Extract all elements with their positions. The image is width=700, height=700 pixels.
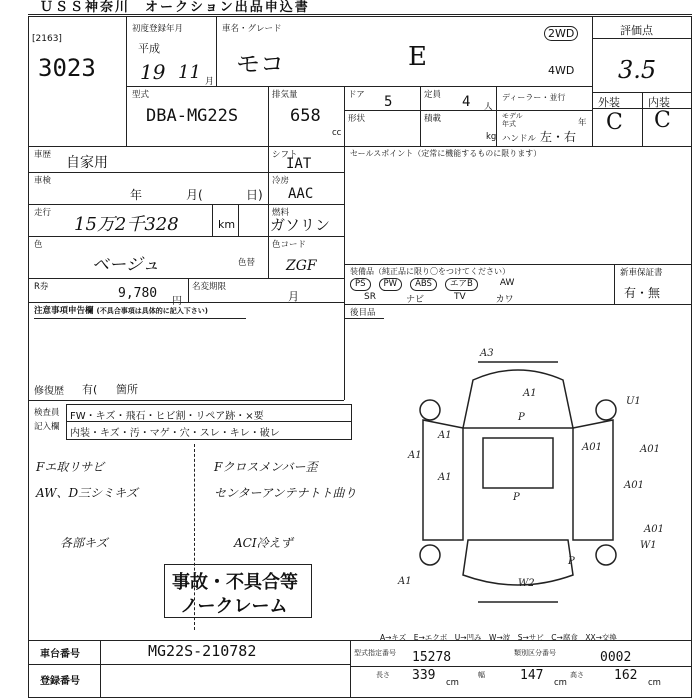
fuel-label: 燃料 [272, 208, 290, 218]
remark-right-1: Fクロスメンバー歪 [214, 460, 318, 474]
door-value: 5 [384, 94, 393, 110]
capacity-unit: 人 [484, 102, 493, 112]
stamp-line1: 事故・不具合等 [172, 572, 298, 593]
car-damage-diagram [368, 340, 668, 630]
diagram-mark: W1 [640, 540, 657, 551]
remark-left-2: AW、D三シミキズ [36, 486, 138, 500]
dims-width: 147 [520, 668, 544, 683]
notes-label-text: 注意事項申告欄 [34, 306, 94, 316]
drive-2wd[interactable]: 2WD [544, 26, 578, 41]
exterior-value: C [606, 110, 623, 135]
model-label: 型式 [132, 90, 150, 100]
diagram-wheel-rr [596, 545, 616, 565]
displacement-value: 658 [290, 106, 321, 126]
registration-expiry-label: 名変期限 [192, 282, 227, 292]
equip-tv[interactable]: TV [453, 292, 466, 302]
drive-4wd[interactable]: 4WD [548, 64, 575, 77]
repair-unit: 箇所 [116, 383, 138, 396]
dims-height-unit: cm [648, 678, 661, 688]
diagram-mark: P [568, 556, 575, 567]
shape-label: 形状 [348, 114, 366, 124]
car-grade: E [408, 42, 427, 72]
diagram-wheel-fl [420, 400, 440, 420]
inspector-row2: 内装・キズ・汚・マゲ・穴・スレ・キレ・破レ [70, 428, 280, 439]
diagram-roof [483, 438, 553, 488]
inspector-label-2: 記入欄 [34, 422, 60, 432]
car-type-value: 自家用 [66, 155, 108, 171]
equip-sr[interactable]: SR [364, 292, 376, 302]
registration-year: 19 [140, 60, 166, 84]
diagram-mark: A01 [640, 444, 660, 455]
car-name: モコ [236, 50, 284, 78]
recycle-unit: 円 [172, 296, 182, 307]
equip-aw[interactable]: AW [499, 278, 515, 288]
diagram-mark: A1 [438, 430, 452, 441]
color-code-value: ZGF [286, 258, 317, 274]
header-title: ＵＳＳ神奈川 オークション出品申込書 [40, 0, 310, 15]
equip-leather[interactable]: カワ [495, 295, 514, 305]
inspector-label-1: 検査員 [34, 408, 60, 418]
recycle-value: 9,780 [118, 286, 158, 301]
diagram-mark: P [518, 412, 525, 423]
capacity-label: 定員 [424, 90, 442, 100]
catalog-label-1: 型式指定番号 [354, 649, 396, 657]
equipment-label: 装備品（純正品に限り〇をつけてください） [350, 267, 510, 276]
inspection-year-unit: 年 [130, 188, 143, 202]
color-change-label: 色替 [238, 258, 256, 268]
diagram-wheel-fr [596, 400, 616, 420]
recycle-label: R券 [34, 282, 49, 292]
diagram-mark: W2 [518, 578, 535, 589]
car-type-label: 車歴 [34, 150, 52, 160]
sales-point-label: セールスポイント（定常に機能するものに限ります） [350, 149, 542, 158]
handle-label: ハンドル [502, 134, 537, 144]
diagram-mark: A01 [644, 524, 664, 535]
remark-right-2: センターアンテナトト曲り [214, 486, 357, 500]
color-label: 色 [34, 240, 43, 250]
registration-era: 平成 [138, 42, 160, 55]
ac-label: 冷房 [272, 176, 290, 186]
notes-label [34, 304, 208, 316]
dims-width-label: 幅 [478, 671, 485, 679]
dealer-label: ディーラー・並行 [502, 93, 566, 102]
interior-label: 内装 [648, 96, 670, 109]
diagram-mark: A01 [582, 442, 602, 453]
exterior-label: 外装 [598, 96, 620, 109]
rating-label: 評価点 [620, 24, 653, 37]
diagram-mark: U1 [626, 396, 641, 407]
dims-height: 162 [614, 668, 638, 683]
catalog-label-2: 類別区分番号 [514, 649, 556, 657]
chassis-label: 車台番号 [40, 649, 80, 660]
car-name-label: 車名・グレード [222, 24, 282, 34]
catalog-value-1: 15278 [412, 650, 452, 665]
diagram-mark: A1 [398, 576, 412, 587]
remark-left-3: 各部キズ [60, 536, 108, 550]
diagram-mark: A1 [523, 388, 537, 399]
equip-navi[interactable]: ナビ [405, 295, 424, 305]
stamp-line2: ノークレーム [180, 596, 288, 617]
load-label: 積載 [424, 114, 442, 124]
handle-value: 左・右 [540, 130, 577, 144]
registration-expiry-unit: 月 [288, 290, 299, 303]
dims-width-unit: cm [554, 678, 567, 688]
lot-number: 3023 [38, 54, 96, 82]
warranty-label: 新車保証書 [620, 268, 663, 278]
equip-ps[interactable]: PS [350, 278, 371, 291]
diagram-wheel-rl [420, 545, 440, 565]
dims-height-label: 高さ [570, 671, 584, 679]
load-unit: kg [486, 132, 497, 142]
model-value: DBA-MG22S [146, 106, 239, 126]
diagram-right-side [573, 420, 613, 540]
notes-sub: (不具合事項は具体的に記入下さい) [96, 307, 208, 315]
displacement-unit: cc [332, 128, 342, 138]
aftermarket-label: 後目品 [350, 308, 376, 318]
equip-pw[interactable]: PW [379, 278, 403, 291]
diagram-mark: A01 [624, 480, 644, 491]
mileage-unit: km [218, 218, 236, 231]
model-year-label: モデル年式 [502, 112, 523, 128]
equip-airbag[interactable]: エアB [445, 278, 478, 291]
model-year-unit: 年 [578, 118, 587, 128]
catalog-value-2: 0002 [600, 650, 632, 665]
diagram-mark: A1 [438, 472, 452, 483]
diagram-mark: A3 [480, 348, 494, 359]
dims-length: 339 [412, 668, 436, 683]
door-label: ドア [348, 90, 365, 100]
diagram-mark: P [513, 492, 520, 503]
color-code-label: 色コード [272, 240, 307, 250]
capacity-value: 4 [462, 94, 471, 110]
remark-right-3: ACI冷えず [234, 536, 293, 550]
shift-value: IAT [286, 156, 312, 172]
repair-value: 有( [82, 383, 98, 396]
registration-label: 初度登録年月 [132, 24, 184, 34]
damage-legend: A→キズ E→エクボ U→凹み W→波 S→サビ C→腐食 XX→交換 [380, 633, 617, 642]
ac-value: AAC [288, 186, 314, 202]
inspector-row1: FW・キズ・飛石・ヒビ割・リペア跡・×要 [70, 411, 264, 422]
inspection-day-unit: 日) [246, 188, 263, 202]
inspection-month-unit: 月( [186, 188, 203, 202]
dims-length-label: 長さ [376, 671, 390, 679]
repair-label: 修復歴 [34, 386, 64, 397]
interior-value: C [654, 108, 671, 133]
remark-left-1: Fエ取リサビ [36, 460, 105, 474]
registration-month: 11 [178, 62, 201, 83]
registration-month-unit: 月 [205, 77, 215, 87]
mileage-value: 15万2千328 [74, 214, 179, 235]
mileage-label: 走行 [34, 208, 52, 218]
plate-label: 登録番号 [40, 676, 80, 687]
rating-score: 3.5 [618, 56, 657, 84]
dims-length-unit: cm [446, 678, 459, 688]
color-value: ベージュ [92, 255, 160, 275]
shift-label: シフト [272, 150, 298, 160]
fuel-value: ガソリン [270, 216, 331, 234]
diagram-mark: A1 [408, 450, 422, 461]
inspection-label: 車検 [34, 176, 52, 186]
lot-code: [2163] [32, 34, 62, 44]
chassis-value: MG22S-210782 [148, 642, 257, 660]
displacement-label: 排気量 [272, 90, 298, 100]
equip-abs[interactable]: ABS [410, 278, 437, 291]
warranty-value[interactable]: 有・無 [624, 286, 661, 300]
equipment-row1 [350, 278, 514, 291]
